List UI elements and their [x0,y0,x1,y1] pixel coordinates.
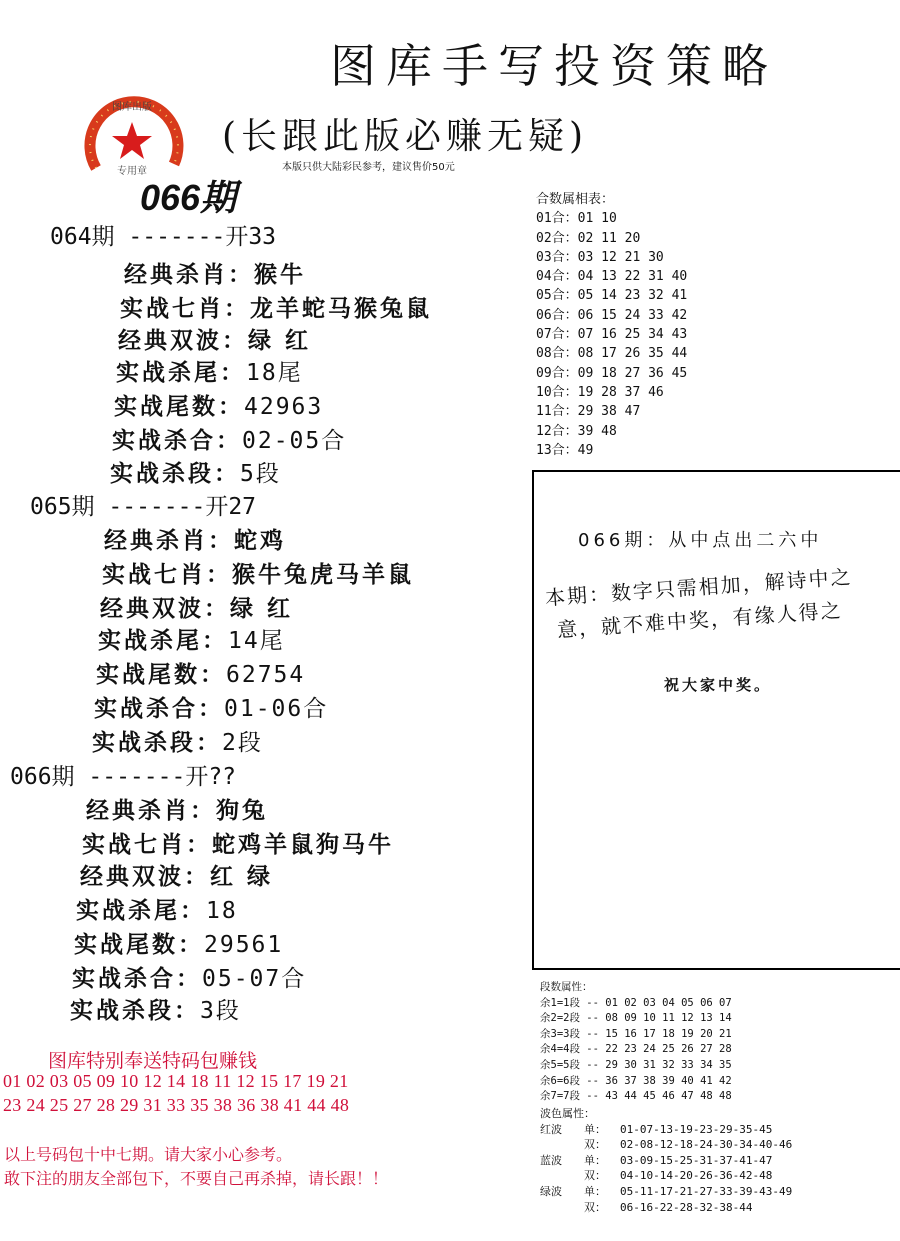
page-title: 图库手写投资策略 [330,39,778,93]
promo-numbers: 01 02 03 05 09 10 12 14 18 11 12 15 17 19 21 [3,1071,349,1091]
table-title: 合数属相表： [536,192,615,207]
poem-line: 意，就不难中奖，有缘人得之 [556,598,844,642]
kill-combo-row: 实战杀合：05-07合 [72,966,307,992]
table-row: 01合：01 10 [536,211,617,227]
kill-tail-row: 实战杀尾：18尾 [116,360,303,386]
table-row: 双： 02-08-12-18-24-30-34-40-46 [584,1138,793,1152]
period-header: 064期 -------开33 [50,224,277,250]
table-row: 余6=6段 -- 36 37 38 39 40 41 42 [540,1074,732,1087]
promo-notice: 敢下注的朋友全部包下，不要自己再杀掉，请长跟！！ [4,1169,389,1188]
table-row: 余4=4段 -- 22 23 24 25 26 27 28 [540,1043,732,1056]
table-row: 双： 04-10-14-20-26-36-42-48 [584,1169,773,1183]
kill-combo-row: 实战杀合：01-06合 [94,696,329,722]
kill-zodiac-row: 经典杀肖：狗兔 [86,798,268,824]
kill-combo-row: 实战杀合：02-05合 [112,428,347,454]
table-row: 双： 06-16-22-28-32-38-44 [584,1200,753,1214]
promo-notice: 以上号码包十中七期。请大家小心参考。 [4,1145,293,1164]
current-issue: 066期 [140,177,237,218]
seal-top-text: 图库出版 [112,102,152,113]
table-row: 13合：49 [536,442,594,458]
table-title: 段数属性： [540,981,593,993]
table-row: 05合：05 14 23 32 41 [536,288,688,304]
price-note: 本版只供大陆彩民参考，建议售价50元 [282,162,455,173]
table-row: 06合：06 15 24 33 42 [536,307,688,323]
tail-numbers-row: 实战尾数：42963 [114,394,324,420]
kill-zodiac-row: 经典杀肖：蛇鸡 [104,528,286,554]
table-row: 余1=1段 -- 01 02 03 04 05 06 07 [540,996,732,1009]
table-row: 余7=7段 -- 43 44 45 46 47 48 48 [540,1090,732,1103]
table-row: 04合：04 13 22 31 40 [536,269,688,285]
good-luck-text: 祝大家中奖。 [664,676,773,694]
kill-segment-row: 实战杀段：3段 [70,998,241,1024]
seven-zodiac-row: 实战七肖：蛇鸡羊鼠狗马牛 [82,832,394,858]
combo-zodiac-table [536,190,687,460]
table-row: 蓝波 单： 03-09-15-25-31-37-41-47 [540,1153,773,1167]
seven-zodiac-row: 实战七肖：龙羊蛇马猴兔鼠 [120,296,432,322]
table-row: 09合：09 18 27 36 45 [536,365,688,381]
table-row: 07合：07 16 25 34 43 [536,327,688,343]
double-wave-row: 经典双波：绿 红 [118,328,312,354]
kill-tail-row: 实战杀尾：18 [76,898,238,924]
table-row: 余3=3段 -- 15 16 17 18 19 20 21 [540,1027,732,1040]
wave-color-table [540,1106,792,1215]
seven-zodiac-row: 实战七肖：猴牛兔虎马羊鼠 [102,562,414,588]
table-row: 12合：39 48 [536,423,617,439]
table-row: 绿波 单： 05-11-17-21-27-33-39-43-49 [540,1184,793,1198]
table-row: 10合：19 28 37 46 [536,384,664,400]
table-row: 余5=5段 -- 29 30 31 32 33 34 35 [540,1058,732,1071]
seal-bottom-text: 专用章 [117,166,147,177]
promo-title: 图库特别奉送特码包赚钱 [48,1050,258,1072]
table-row: 08合：08 17 26 35 44 [536,346,688,362]
segment-table [540,980,732,1105]
promo-numbers: 23 24 25 27 28 29 31 33 35 38 36 38 41 44 48 [3,1095,350,1115]
kill-zodiac-row: 经典杀肖：猴牛 [124,262,306,288]
double-wave-row: 经典双波：绿 红 [100,596,294,622]
double-wave-row: 经典双波：红 绿 [80,864,274,890]
page-subtitle: (长跟此版必赚无疑) [222,116,589,157]
table-row: 03合：03 12 21 30 [536,249,664,265]
table-row: 02合：02 11 20 [536,230,641,246]
table-title: 波色属性： [540,1107,595,1120]
poem-line: 本期：数字只需相加，解诗中之 [544,564,854,610]
kill-segment-row: 实战杀段：2段 [92,730,263,756]
kill-tail-row: 实战杀尾：14尾 [98,628,285,654]
tail-numbers-row: 实战尾数：62754 [96,662,306,688]
table-row: 红波 单： 01-07-13-19-23-29-35-45 [540,1122,773,1136]
period-header: 066期 -------开?? [10,764,237,790]
period-header: 065期 -------开27 [30,494,257,520]
table-row: 11合：29 38 47 [536,404,641,420]
table-row: 余2=2段 -- 08 09 10 11 12 13 14 [540,1012,732,1025]
tail-numbers-row: 实战尾数：29561 [74,932,284,958]
poem-line: 066期：从中点出二六中 [578,530,823,551]
kill-segment-row: 实战杀段：5段 [110,461,281,487]
